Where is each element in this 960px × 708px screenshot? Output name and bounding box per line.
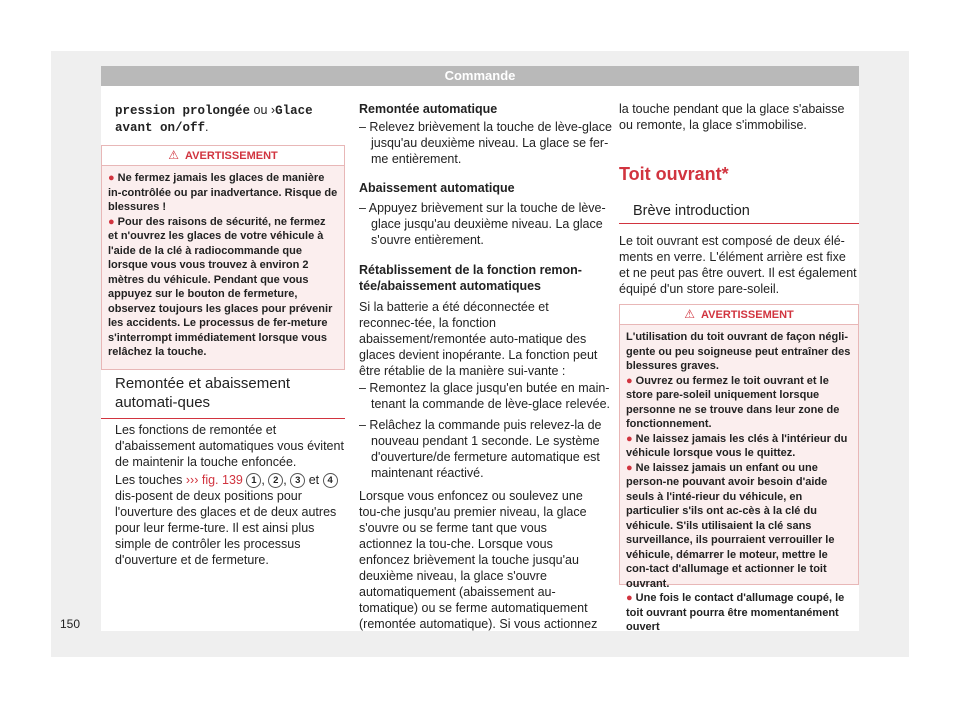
- heading-abaissement: Abaissement automatique: [359, 181, 515, 195]
- step-remontez: – Remontez la glace jusqu'en butée en main-tenant la commande de lève-glace relevée.: [359, 381, 611, 411]
- warning-item: ● Ne laissez jamais les clés à l'intérieur du véhicule lorsque vous le quittez.: [626, 432, 848, 459]
- bullet-icon: ●: [626, 592, 633, 604]
- paragraph: Les fonctions de remontée et d'abaissement automatiques vous évitent de maintenir la touche enfoncée.: [115, 423, 344, 469]
- callout-1: 1: [246, 473, 261, 488]
- warning-item: ● Pour des raisons de sécurité, ne fermez et n'ouvrez les glaces de votre véhicule à l'aide de la clé à radiocommande que lorsque vous vous trouvez à environ 2 mètres du véhicule. Pendant que vous appuyez sur le bouton de fermeture, observez toujours les glaces pour prévenir les accidents. Le processus de fer-meture s'interrompt immédiatement lorsque vous relâchez la touche.: [108, 215, 333, 358]
- page-number: 150: [60, 617, 81, 631]
- bullet-icon: ●: [626, 461, 633, 474]
- paragraph-continued: la touche pendant que la glace s'abaisse ou remonte, la glace s'immobilise.: [619, 102, 845, 132]
- warning-body: [620, 325, 858, 635]
- bullet-icon: ●: [626, 374, 633, 387]
- intro-text: pression prolongée ou ›Glace avant on/off.: [115, 103, 313, 135]
- paragraph-touches: Les touches ››› fig. 139 1 , 2 , 3 et 4 dis-posent de deux positions pour l'ouverture des glaces et de deux autres pour leur ferme-ture. Il est ainsi plus simple de contrôler les processus d'ouverture et de fermeture.: [115, 473, 337, 567]
- bullet-icon: ●: [108, 172, 115, 184]
- warning-header: ⚠ AVERTISSEMENT: [102, 146, 344, 166]
- paragraph-fonctionnement: Lorsque vous enfoncez ou soulevez une tou-che jusqu'au premier niveau, la glace s'ouvre ou se ferme tant que vous actionnez la tou-che. Lorsque vous enfoncez brièvement la touche jusqu'au deuxième niveau, la glace s'ouvre automatiquement (abaissement au-tomatique) ou se ferme automatiquement (remontée automatique). Si vous actionnez: [359, 489, 598, 631]
- heading-retablissement: Rétablissement de la fonction remon-tée/abaissement automatiques: [359, 263, 582, 293]
- warning-item: ● Ne fermez jamais les glaces de manière in-contrôlée ou par inadvertance. Risque de blessures !: [108, 172, 338, 213]
- warning-item: ● Ne laissez jamais un enfant ou une person-ne pouvant avoir besoin d'aide seuls à l'inté-rieur du véhicule, en particulier s'ils ont ac-cès à la clé du véhicule. S'ils utilisaient la clé sans surveillance, ils pourraient verrouiller le véhicule, démarrer le moteur, mettre le con-tact d'allumage et actionner le toit ouvrant.: [626, 461, 835, 590]
- warning-header: ⚠ AVERTISSEMENT: [620, 305, 858, 325]
- warning-item: ● Ouvrez ou fermez le toit ouvrant et le store pare-soleil uniquement lorsque personne ne se trouve dans leur zone de fonctionnement.: [626, 374, 840, 430]
- warning-box-windows: [101, 145, 345, 370]
- bullet-icon: ●: [626, 432, 633, 445]
- page-header: Commande: [101, 66, 859, 86]
- step-relachez: – Relâchez la commande puis relevez-la de nouveau pendant 1 seconde. Le système d'ouverture/de fermeture automatique est maintenant réactivé.: [359, 418, 602, 480]
- section-divider: [619, 223, 859, 224]
- callout-2: 2: [268, 473, 283, 488]
- warning-box-sunroof: [619, 304, 859, 633]
- warning-body: [102, 166, 344, 360]
- callout-3: 3: [290, 473, 305, 488]
- heading-remontee: Remontée automatique: [359, 102, 498, 116]
- section-title-auto: Remontée et abaissement automati-ques: [115, 375, 291, 411]
- figure-reference-link[interactable]: ››› fig. 139: [185, 473, 243, 487]
- page-content: [101, 86, 859, 631]
- step-remontee: – Relevez brièvement la touche de lève-glace jusqu'au deuxième niveau. La glace se fer-me entièrement.: [359, 120, 612, 166]
- bullet-icon: ●: [108, 215, 115, 228]
- step-abaissement: – Appuyez brièvement sur la touche de lève-glace jusqu'au deuxième niveau. La glace s'ouvre entièrement.: [359, 201, 606, 247]
- section-title-intro: Brève introduction: [633, 203, 750, 219]
- warning-triangle-icon: ⚠: [684, 307, 696, 321]
- warning-item: ● Une fois le contact d'allumage coupé, le toit ouvrant pourra être momentanément ouvert: [626, 592, 845, 633]
- chapter-title: Toit ouvrant*: [619, 164, 729, 184]
- section-divider: [101, 418, 345, 419]
- paragraph-toit: Le toit ouvrant est composé de deux élé-ments en verre. L'élément arrière est fixe et ne peut pas être ouvert. Il est également équipé d'un store pare-soleil.: [619, 234, 857, 296]
- paragraph-retablissement: Si la batterie a été déconnectée et reconnec-tée, la fonction abaissement/remontée auto-matique des glaces devient inopérante. La fonction peut être rétablie de la manière sui-vante :: [359, 300, 598, 378]
- callout-4: 4: [323, 473, 338, 488]
- warning-lead: L'utilisation du toit ouvrant de façon négli-gente ou peu soigneuse peut entraîner des blessures graves.: [626, 331, 851, 372]
- warning-triangle-icon: ⚠: [168, 148, 180, 162]
